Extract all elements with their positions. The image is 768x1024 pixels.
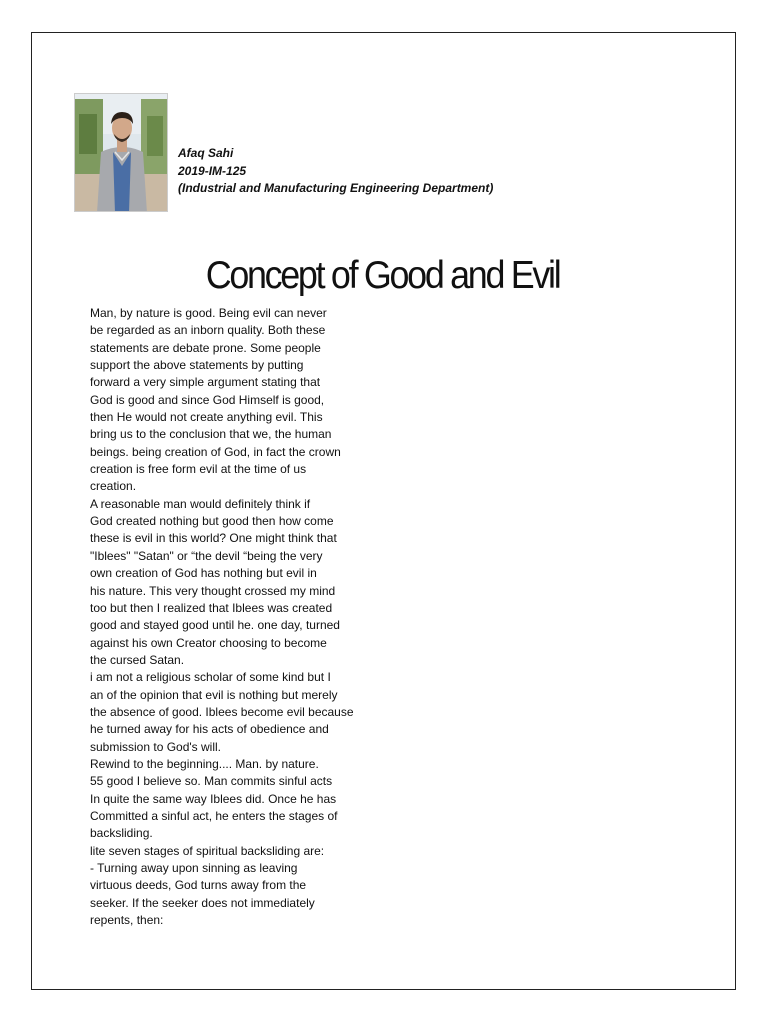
- body-line: own creation of God has nothing but evil in: [90, 566, 317, 581]
- author-name: Afaq Sahi: [178, 146, 234, 160]
- body-line: too but then I realized that Iblees was created: [90, 600, 333, 615]
- author-info: [178, 145, 493, 198]
- body-line: Rewind to the beginning.... Man. by nature.: [90, 756, 319, 771]
- body-line: then He would not create anything evil. This: [90, 410, 323, 425]
- body-line: good and stayed good until he. one day, turned: [90, 618, 340, 633]
- page-title: Concept of Good and Evil: [205, 254, 560, 297]
- body-line: 55 good I believe so. Man commits sinful acts: [90, 774, 333, 789]
- body-line: creation.: [90, 479, 137, 494]
- body-line: support the above statements by putting: [90, 358, 304, 373]
- body-line: beings. being creation of God, in fact the crown: [90, 444, 341, 459]
- body-line: seeker. If the seeker does not immediately: [90, 895, 315, 910]
- roll-number: 2019-IM-125: [178, 163, 247, 178]
- essay-body: [90, 305, 380, 929]
- body-line: Man, by nature is good. Being evil can never: [90, 306, 327, 320]
- body-line: In quite the same way Iblees did. Once he has: [90, 791, 337, 806]
- body-line: i am not a religious scholar of some kind but I: [90, 670, 331, 685]
- body-line: the absence of good. Iblees become evil because: [90, 704, 354, 719]
- body-line: Committed a sinful act, he enters the stages of: [90, 808, 338, 823]
- body-line: God is good and since God Himself is good,: [90, 392, 325, 407]
- body-line: the cursed Satan.: [90, 652, 185, 667]
- body-line: statements are debate prone. Some people: [90, 340, 321, 355]
- body-line: against his own Creator choosing to become: [90, 635, 327, 650]
- body-line: be regarded as an inborn quality. Both these: [90, 323, 326, 338]
- author-photo: [74, 93, 168, 212]
- body-line: - Turning away upon sinning as leaving: [90, 861, 298, 875]
- body-line: bring us to the conclusion that we, the human: [90, 427, 332, 442]
- body-line: creation is free form evil at the time of us: [90, 462, 307, 477]
- body-line: he turned away for his acts of obedience and: [90, 722, 329, 737]
- body-line: forward a very simple argument stating that: [90, 375, 321, 390]
- body-line: A reasonable man would definitely think if: [90, 496, 311, 511]
- body-line: repents, then:: [90, 913, 164, 928]
- department: (Industrial and Manufacturing Engineering Department): [178, 181, 494, 195]
- body-line: an of the opinion that evil is nothing but merely: [90, 687, 338, 702]
- body-line: lite seven stages of spiritual backsliding are:: [90, 843, 325, 858]
- body-line: "Iblees" "Satan" or “the devil “being the very: [90, 548, 323, 563]
- body-line: submission to God's will.: [90, 739, 222, 754]
- body-line: virtuous deeds, God turns away from the: [90, 878, 307, 893]
- body-line: these is evil in this world? One might think that: [90, 531, 337, 546]
- body-line: backsliding.: [90, 826, 153, 841]
- body-line: his nature. This very thought crossed my mind: [90, 583, 336, 598]
- body-line: God created nothing but good then how come: [90, 514, 334, 529]
